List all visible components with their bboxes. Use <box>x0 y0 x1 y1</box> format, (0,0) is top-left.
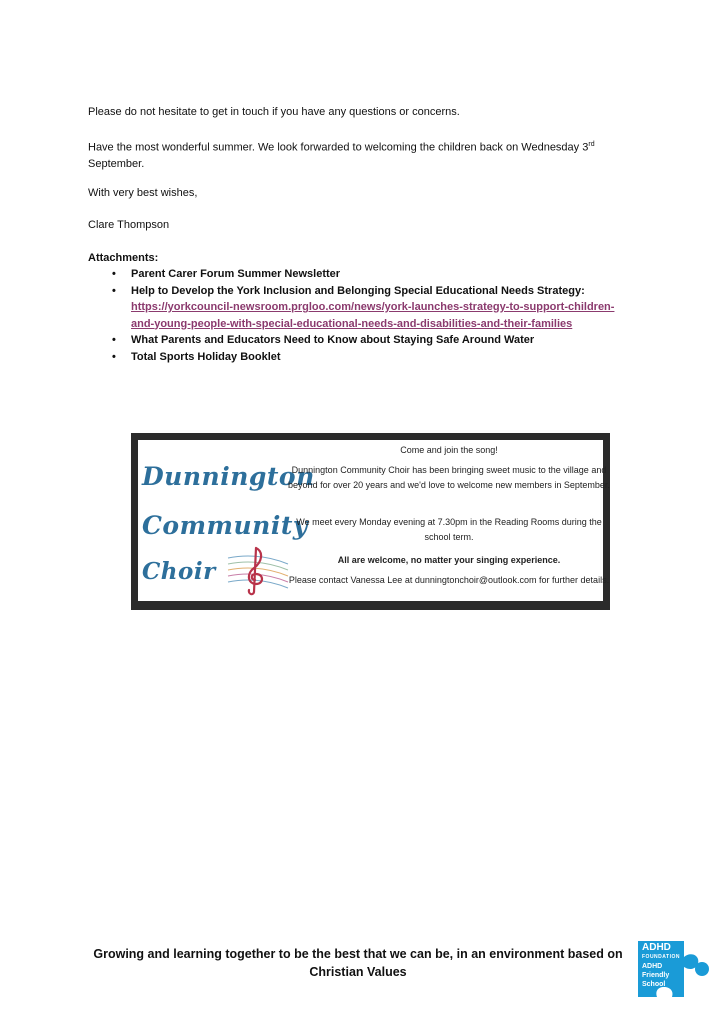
ordinal-suffix: rd <box>588 141 595 148</box>
bullet-icon: • <box>112 334 116 346</box>
attachments-list <box>112 266 617 365</box>
signature-name: Clare Thompson <box>88 219 170 231</box>
school-motto: Growing and learning together to be the best that we can be, in an environment based on Christian Values <box>93 947 623 979</box>
attachment-item <box>112 349 617 366</box>
badge-title: ADHD <box>642 942 671 953</box>
attachment-item <box>112 332 617 349</box>
attachment-label: Help to Develop the York Inclusion and Belonging Special Educational Needs Strategy: <box>131 284 585 297</box>
flyer-panel <box>138 440 610 601</box>
attachment-item <box>112 266 617 283</box>
attachment-label: What Parents and Educators Need to Know about Staying Safe Around Water <box>131 334 535 346</box>
adhd-friendly-badge <box>638 941 710 999</box>
sign-off: With very best wishes, <box>88 187 198 199</box>
bullet-icon: • <box>112 350 116 363</box>
strategy-link[interactable]: https://yorkcouncil-newsroom.prgloo.com/news/york-launches-strategy-to-support-children-and-young-people-with-special-educational-needs-and-disabilities-and-their-families <box>131 301 615 330</box>
flyer-line: Dunnington Community Choir has been bringing sweet music to the village and beyond for over 20 years and we'd love to welcome new members in September. <box>288 465 610 490</box>
badge-subtitle: FOUNDATION <box>642 954 680 960</box>
treble-clef-icon <box>226 544 290 596</box>
attachment-item <box>112 283 617 333</box>
flyer-line: We meet every Monday evening at 7.30pm in the Reading Rooms during the school term. <box>296 517 602 542</box>
closing-paragraph: Please do not hesitate to get in touch if you have any questions or concerns. <box>88 106 460 118</box>
attachment-label: Total Sports Holiday Booklet <box>131 350 281 363</box>
attachment-label: Parent Carer Forum Summer Newsletter <box>131 268 341 280</box>
flyer-line: Please contact Vanessa Lee at dunningtonchoir@outlook.com for further details. <box>288 575 610 585</box>
summer-text-end: September. <box>88 157 145 170</box>
logo-word-dunnington: Dunnington <box>142 462 315 491</box>
logo-word-choir: Choir <box>142 558 216 585</box>
choir-flyer <box>131 433 610 610</box>
bullet-icon: • <box>112 268 116 280</box>
summer-text: Have the most wonderful summer. We look forwarded to welcoming the children back on Wednesday 3 <box>88 141 589 154</box>
bullet-icon: • <box>112 284 116 297</box>
attachments-heading: Attachments: <box>88 252 159 264</box>
logo-word-community: Community <box>142 511 308 540</box>
summer-paragraph <box>88 137 608 172</box>
badge-text: ADHD Friendly School <box>642 963 670 988</box>
flyer-heading: Come and join the song! <box>400 445 498 455</box>
flyer-line: All are welcome, no matter your singing experience. <box>337 555 561 565</box>
